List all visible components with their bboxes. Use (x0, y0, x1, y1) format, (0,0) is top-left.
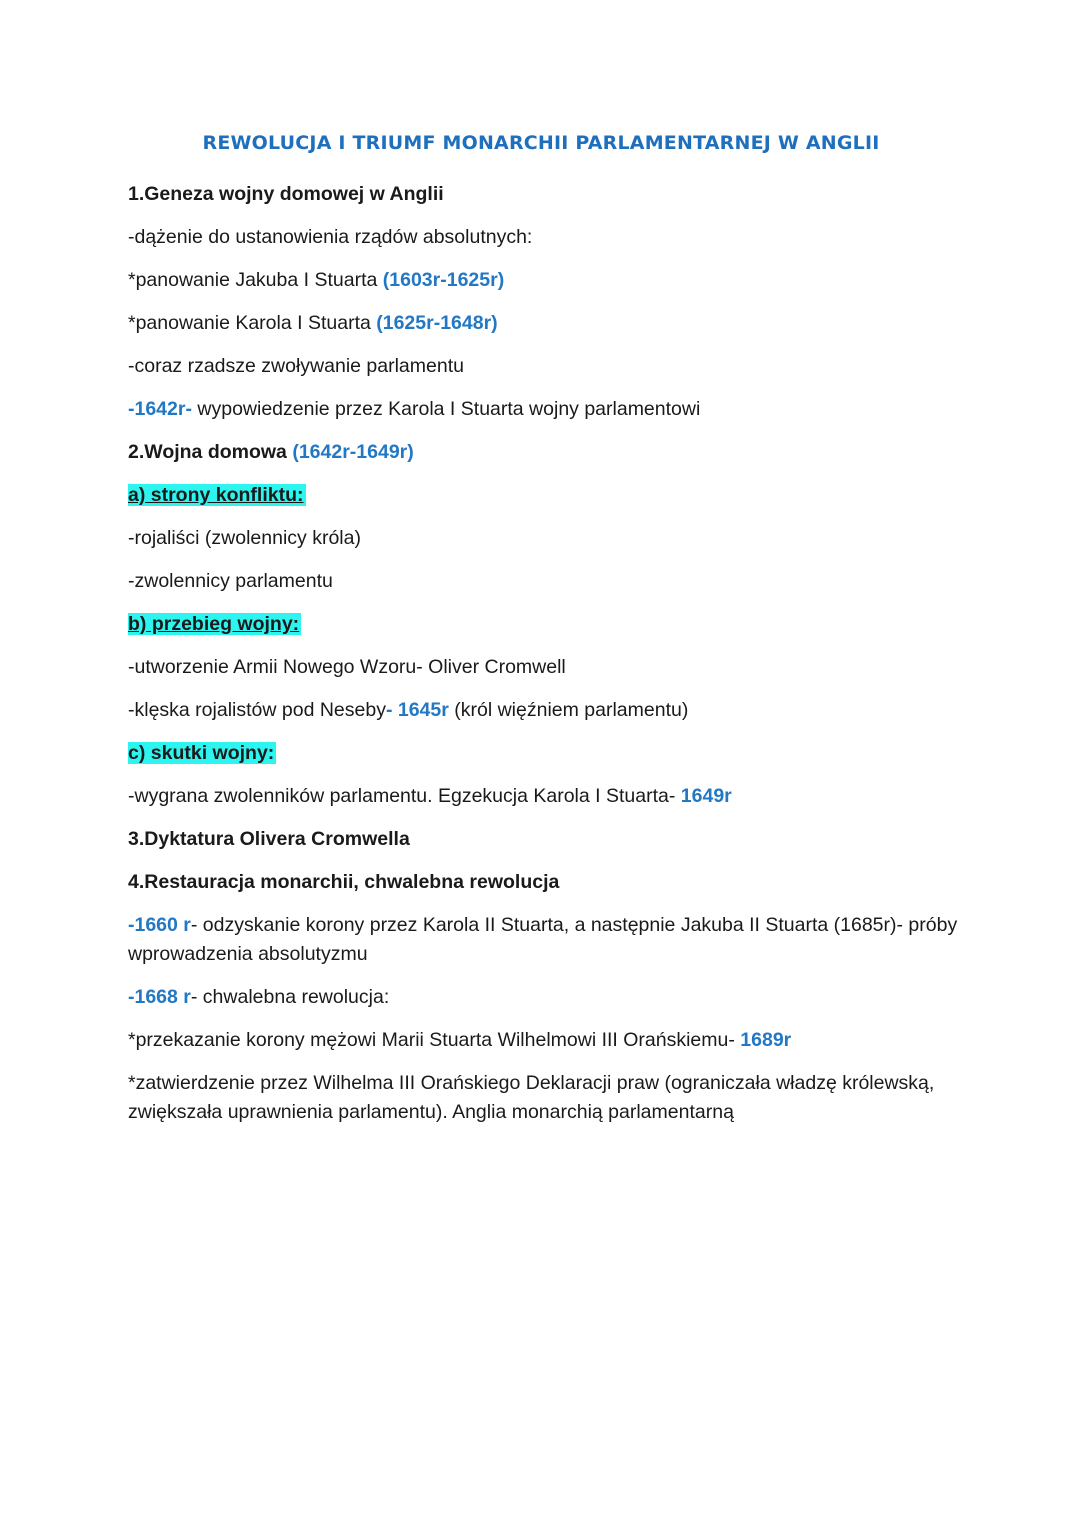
heading-text: 2.Wojna domowa (128, 441, 293, 463)
date: -1642r- (128, 398, 192, 420)
section-heading-1: 1.Geneza wojny domowej w Anglii (128, 183, 444, 205)
text-line: -coraz rzadsze zwoływanie parlamentu (128, 355, 464, 377)
text-line (128, 696, 958, 725)
highlighted-subheading: b) przebieg wojny: (128, 613, 300, 635)
text-line (128, 266, 958, 295)
date: 1689r (740, 1029, 792, 1051)
page-title: REWOLUCJA I TRIUMF MONARCHII PARLAMENTARNEJ W ANGLII (202, 132, 880, 154)
line-text: -wygrana zwolenników parlamentu. Egzekucja Karola I Stuarta- (128, 785, 681, 807)
line-text: (król więźniem parlamentu) (448, 699, 689, 721)
line-text: *panowanie Karola I Stuarta (128, 312, 377, 334)
line-text: - odzyskanie korony przez Karola II Stuarta, a następnie Jakuba II Stuarta (1685r)- próby wprowadzenia absolutyzmu (128, 914, 958, 965)
document-page (128, 128, 958, 1141)
text-line: -dążenie do ustanowienia rządów absolutnych: (128, 226, 533, 248)
date: - 1645r (385, 699, 449, 721)
text-line: -utworzenie Armii Nowego Wzoru- Oliver Cromwell (128, 656, 566, 678)
date: (1625r-1648r) (376, 312, 498, 334)
subheading-b (128, 610, 958, 639)
date: -1660 r (128, 914, 191, 936)
section-heading-4: 4.Restauracja monarchii, chwalebna rewolucja (128, 871, 560, 893)
date: (1642r-1649r) (292, 441, 414, 463)
text-line: -rojaliści (zwolennicy króla) (128, 527, 361, 549)
line-text: -klęska rojalistów pod Neseby (128, 699, 386, 721)
date: (1603r-1625r) (382, 269, 505, 291)
text-line (128, 395, 958, 424)
text-line (128, 1026, 958, 1055)
line-text: *panowanie Jakuba I Stuarta (128, 269, 383, 291)
section-heading-3: 3.Dyktatura Olivera Cromwella (128, 828, 410, 850)
text-line (128, 309, 958, 338)
text-line (128, 983, 958, 1012)
text-line (128, 782, 958, 811)
text-line: -zwolennicy parlamentu (128, 570, 333, 592)
highlighted-subheading: c) skutki wojny: (128, 742, 275, 764)
subheading-c (128, 739, 958, 768)
section-heading-2 (128, 438, 958, 467)
text-paragraph (128, 911, 958, 969)
date: 1649r (680, 785, 732, 807)
line-text: - chwalebna rewolucja: (190, 986, 390, 1008)
highlighted-subheading: a) strony konfliktu: (128, 484, 304, 506)
line-text: wypowiedzenie przez Karola I Stuarta wojny parlamentowi (191, 398, 701, 420)
line-text: *przekazanie korony mężowi Marii Stuarta Wilhelmowi III Orańskiemu- (128, 1029, 741, 1051)
subheading-a (128, 481, 958, 510)
date: -1668 r (128, 986, 191, 1008)
text-paragraph: *zatwierdzenie przez Wilhelma III Orańskiego Deklaracji praw (ograniczała władzę królewską, zwiększała uprawnienia parlamentu). Anglia monarchią parlamentarną (128, 1072, 935, 1123)
